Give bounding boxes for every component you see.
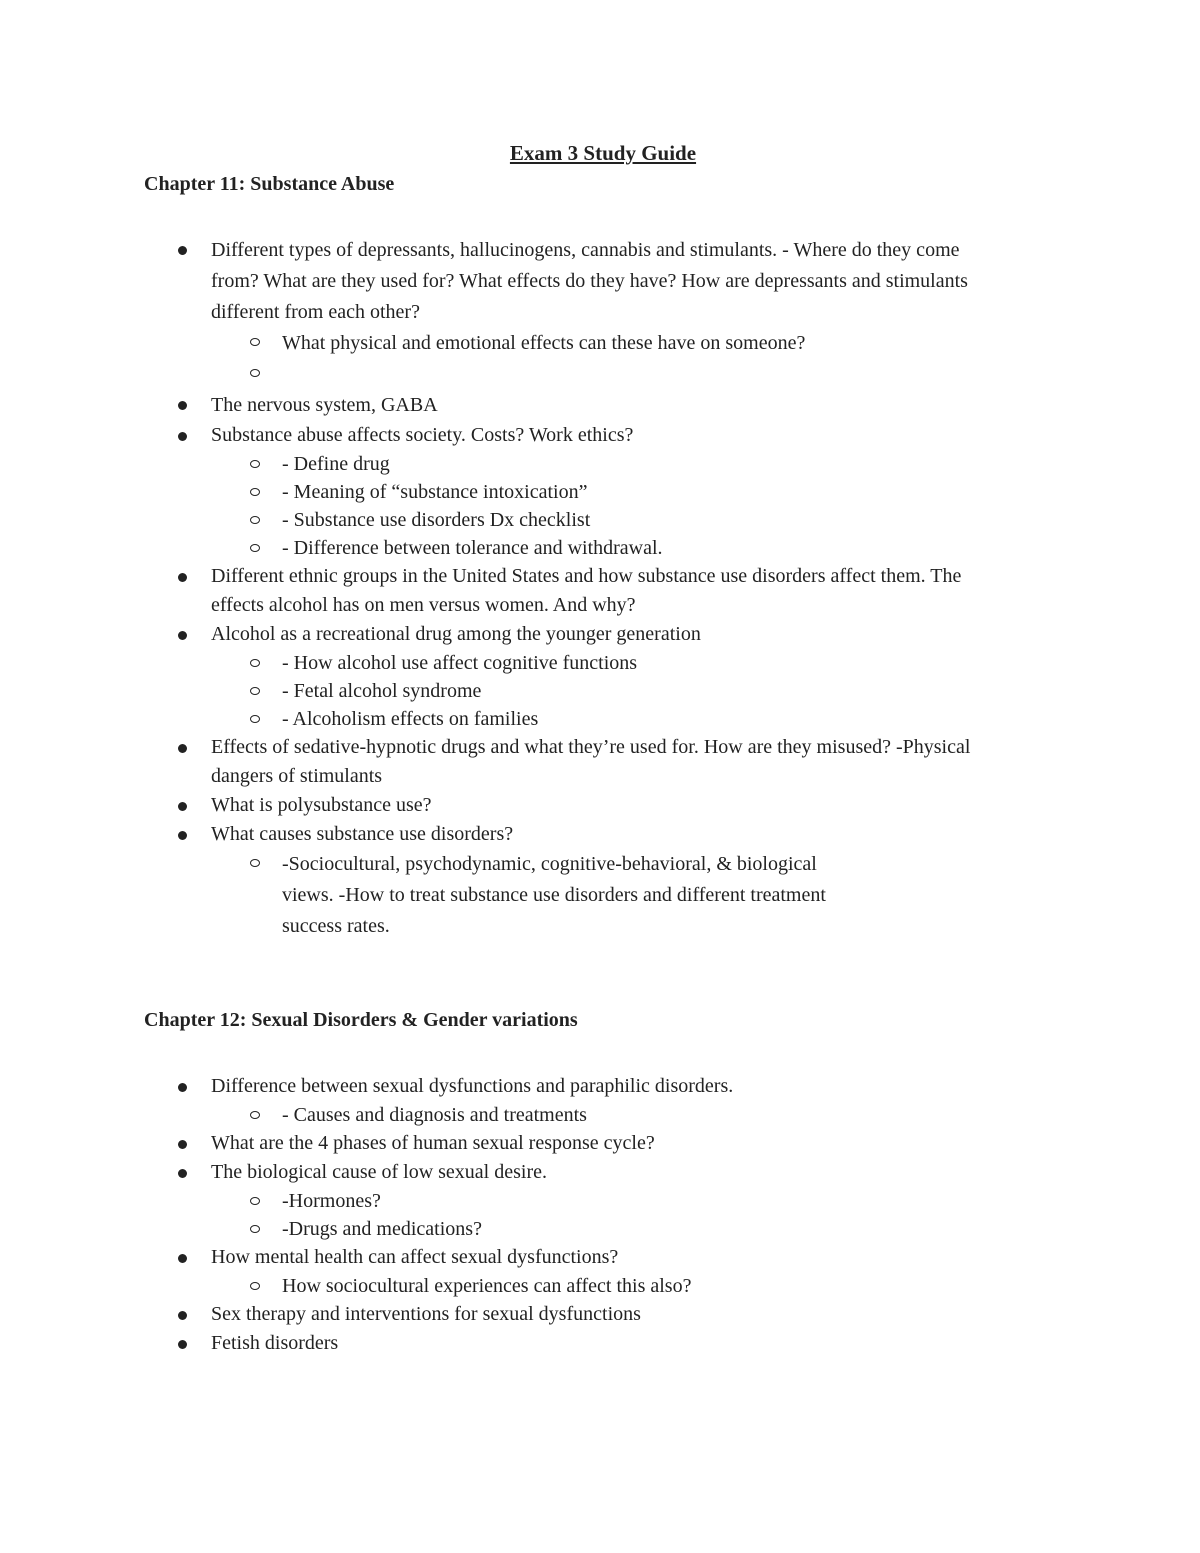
list-item-text: How mental health can affect sexual dysfunctions?: [211, 1246, 619, 1268]
list-item-text: What causes substance use disorders?: [211, 823, 514, 845]
sub-list-item: [210, 1272, 842, 1300]
chapter-11-heading: Chapter 11: Substance Abuse: [144, 173, 395, 195]
sub-list-item: [210, 849, 842, 942]
list-item-text: Effects of sedative-hypnotic drugs and what they’re used for. How are they misused? -Physical dangers of stimulants: [211, 736, 971, 787]
sub-list-item-text: - How alcohol use affect cognitive functions: [282, 652, 638, 674]
chapter-12-list: [0, 1072, 1000, 1358]
list-item: [0, 820, 971, 942]
sub-list-item-text: - Alcoholism effects on families: [282, 708, 539, 730]
list-item-text: Difference between sexual dysfunctions and paraphilic disorders.: [211, 1075, 734, 1097]
sub-list-item-text: -Drugs and medications?: [282, 1218, 482, 1240]
sub-list-item-text: - Substance use disorders Dx checklist: [282, 509, 591, 531]
list-item-text: The nervous system, GABA: [211, 394, 438, 416]
list-item: [0, 235, 971, 390]
list-item-text: Sex therapy and interventions for sexual dysfunctions: [211, 1303, 641, 1325]
sub-list-item: [210, 1215, 842, 1243]
sub-list-item-text: What physical and emotional effects can these have on someone?: [282, 332, 806, 354]
sub-list: [211, 1187, 971, 1243]
sub-list-item-text: - Difference between tolerance and withdrawal.: [282, 537, 663, 559]
list-item-text: Different types of depressants, hallucinogens, cannabis and stimulants. - Where do they come from? What are they used for? What effects do they have? How are depressants and stimulants different from each other?: [211, 239, 968, 323]
circle-bullet-icon: [250, 460, 260, 468]
sub-list-item: [210, 1101, 842, 1129]
sub-list-item: [210, 506, 842, 534]
bullet-icon: [178, 432, 187, 441]
list-item: [0, 620, 971, 733]
bullet-icon: [178, 1311, 187, 1320]
circle-bullet-icon: [250, 338, 260, 346]
bullet-icon: [178, 802, 187, 811]
list-item: [0, 390, 971, 421]
list-item: [0, 1300, 971, 1329]
list-item: [0, 562, 971, 620]
sub-list-item: [210, 359, 842, 390]
bullet-icon: [178, 1140, 187, 1149]
chapter-12-heading: Chapter 12: Sexual Disorders & Gender variations: [144, 1009, 578, 1031]
sub-list-item: [210, 534, 842, 562]
list-item: [0, 1329, 971, 1358]
document-title: Exam 3 Study Guide: [509, 141, 697, 165]
circle-bullet-icon: [250, 1282, 260, 1290]
sub-list-item: [210, 649, 842, 677]
circle-bullet-icon: [250, 687, 260, 695]
list-item: [0, 1072, 971, 1129]
circle-bullet-icon: [250, 544, 260, 552]
sub-list-item-text: [282, 363, 287, 385]
circle-bullet-icon: [250, 1225, 260, 1233]
bullet-icon: [178, 631, 187, 640]
bullet-icon: [178, 1083, 187, 1092]
bullet-icon: [178, 1169, 187, 1178]
list-item: [0, 791, 971, 820]
circle-bullet-icon: [250, 715, 260, 723]
sub-list-item: [210, 705, 842, 733]
list-item-text: Alcohol as a recreational drug among the younger generation: [211, 623, 701, 645]
sub-list-item-text: - Fetal alcohol syndrome: [282, 680, 482, 702]
list-item-text: Substance abuse affects society. Costs? Work ethics?: [211, 424, 634, 446]
sub-list-item: [210, 478, 842, 506]
bullet-icon: [178, 831, 187, 840]
list-item: [0, 733, 971, 791]
bullet-icon: [178, 1254, 187, 1263]
list-item-text: What are the 4 phases of human sexual response cycle?: [211, 1132, 655, 1154]
sub-list: [211, 1272, 971, 1300]
sub-list: [211, 450, 971, 562]
sub-list-item: [210, 450, 842, 478]
chapter-11-list: [0, 235, 1000, 942]
sub-list-item: [210, 1187, 842, 1215]
circle-bullet-icon: [250, 369, 260, 377]
sub-list-item-text: How sociocultural experiences can affect this also?: [282, 1275, 692, 1297]
sub-list-item-text: -Sociocultural, psychodynamic, cognitive-behavioral, & biological views. -How to treat substance use disorders and different treatment success rates.: [282, 853, 826, 937]
bullet-icon: [178, 573, 187, 582]
list-item: [0, 1158, 971, 1243]
bullet-icon: [178, 246, 187, 255]
list-item-text: Different ethnic groups in the United States and how substance use disorders affect them. The effects alcohol has on men versus women. And why?: [211, 565, 962, 616]
bullet-icon: [178, 401, 187, 410]
list-item: [0, 1243, 971, 1300]
sub-list-item-text: - Meaning of “substance intoxication”: [282, 481, 588, 503]
list-item: [0, 1129, 971, 1158]
list-item-text: What is polysubstance use?: [211, 794, 432, 816]
bullet-icon: [178, 1340, 187, 1349]
sub-list-item-text: - Define drug: [282, 453, 390, 475]
circle-bullet-icon: [250, 659, 260, 667]
sub-list: [211, 649, 971, 733]
sub-list: [211, 328, 971, 390]
circle-bullet-icon: [250, 1197, 260, 1205]
sub-list-item: [210, 677, 842, 705]
sub-list: [211, 849, 971, 942]
sub-list-item-text: - Causes and diagnosis and treatments: [282, 1104, 587, 1126]
list-item: [0, 421, 971, 562]
sub-list: [211, 1101, 971, 1129]
list-item-text: Fetish disorders: [211, 1332, 339, 1354]
sub-list-item: [210, 328, 842, 359]
circle-bullet-icon: [250, 488, 260, 496]
circle-bullet-icon: [250, 859, 260, 867]
sub-list-item-text: -Hormones?: [282, 1190, 381, 1212]
list-item-text: The biological cause of low sexual desire.: [211, 1161, 547, 1183]
circle-bullet-icon: [250, 516, 260, 524]
circle-bullet-icon: [250, 1111, 260, 1119]
bullet-icon: [178, 744, 187, 753]
